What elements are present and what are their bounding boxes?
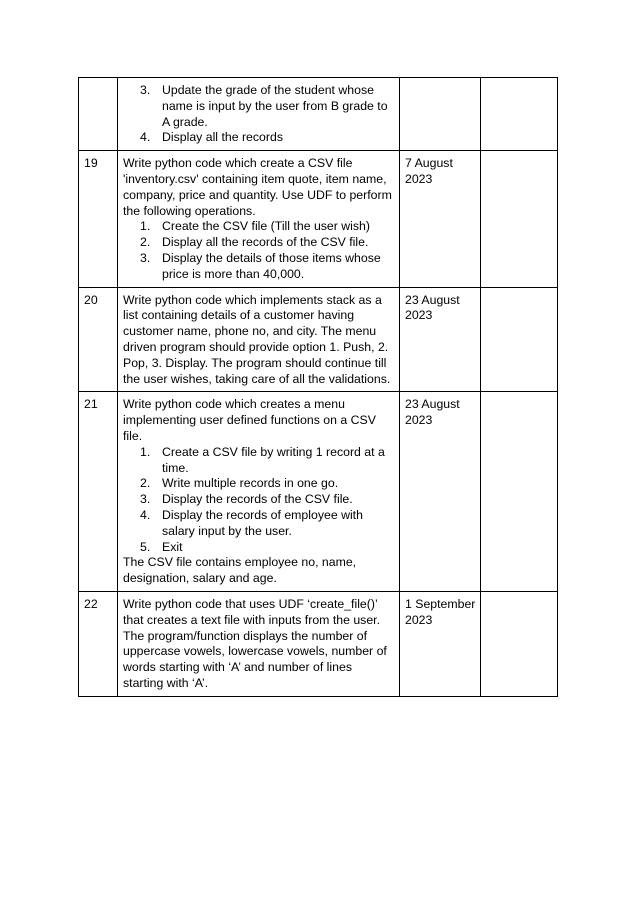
serial-number-cell [79, 78, 118, 151]
list-item-number: 5. [140, 539, 151, 554]
list-item-text: Create a CSV file by writing 1 record at a time. [162, 444, 385, 475]
list-item [123, 235, 395, 251]
list-item-number: 1. [140, 444, 151, 459]
list-item-number: 2. [140, 235, 151, 250]
list-item [123, 492, 395, 508]
date-cell [400, 78, 481, 151]
list-item-text: Display all the records of the CSV file. [162, 235, 369, 250]
task-intro-text: Write python code which create a CSV file 'inventory.csv' containing item quote, item name, company, price and quantity. Use UDF to perform the following operations. [123, 156, 392, 218]
list-item [123, 251, 395, 283]
list-item-number: 4. [140, 507, 151, 522]
list-item [123, 219, 395, 235]
table-row [79, 78, 558, 151]
signature-cell [481, 591, 558, 696]
date-cell: 1 September 2023 [400, 591, 481, 696]
list-item-number: 2. [140, 476, 151, 491]
date-cell: 23 August 2023 [400, 392, 481, 592]
list-item-number: 3. [140, 492, 151, 507]
serial-number-cell: 19 [79, 151, 118, 287]
list-item-text: Exit [162, 539, 183, 554]
list-item-text: Display the records of employee with salary input by the user. [162, 507, 363, 538]
list-item-number: 3. [140, 83, 151, 97]
table-row [79, 287, 558, 392]
practical-list-table [78, 77, 558, 697]
table-row [79, 151, 558, 287]
list-item [123, 83, 395, 130]
signature-cell [481, 151, 558, 287]
date-cell: 7 August 2023 [400, 151, 481, 287]
list-item-number: 3. [140, 250, 151, 265]
list-item-text: Display the details of those items whose price is more than 40,000. [162, 250, 381, 281]
list-item-number: 4. [140, 130, 151, 145]
task-steps-list [123, 219, 395, 282]
serial-number-cell: 20 [79, 287, 118, 392]
task-steps-list [123, 445, 395, 556]
list-item-text: Update the grade of the student whose name is input by the user from B grade to A grade. [162, 83, 388, 129]
task-intro-text: Write python code which creates a menu implementing user defined functions on a CSV file. [123, 397, 376, 443]
signature-cell [481, 287, 558, 392]
task-steps-list [123, 83, 395, 146]
list-item [123, 476, 395, 492]
list-item-text: Write multiple records in one go. [162, 476, 339, 491]
task-description-cell [118, 151, 400, 287]
table-row [79, 591, 558, 696]
table-body [79, 78, 558, 697]
list-item-number: 1. [140, 219, 151, 234]
table-row [79, 392, 558, 592]
task-note-text: The CSV file contains employee no, name, designation, salary and age. [123, 555, 357, 586]
task-description-cell [118, 78, 400, 151]
serial-number-cell: 22 [79, 591, 118, 696]
list-item-text: Display the records of the CSV file. [162, 492, 353, 507]
serial-number-cell: 21 [79, 392, 118, 592]
list-item [123, 508, 395, 540]
signature-cell [481, 78, 558, 151]
task-description-cell [118, 591, 400, 696]
list-item [123, 540, 395, 556]
date-cell: 23 August 2023 [400, 287, 481, 392]
signature-cell [481, 392, 558, 592]
task-intro-text: Write python code which implements stack as a list containing details of a customer having customer name, phone no, and city. The menu driven program should provide option 1. Push, 2. Pop, 3. Display. The program should continue till the user wishes, taking care of all the validations. [123, 292, 391, 386]
list-item-text: Create the CSV file (Till the user wish) [162, 219, 370, 234]
task-description-cell [118, 287, 400, 392]
list-item-text: Display all the records [162, 130, 283, 145]
list-item [123, 445, 395, 477]
list-item [123, 130, 395, 146]
task-description-cell [118, 392, 400, 592]
task-intro-text: Write python code that uses UDF ‘create_file()’ that creates a text file with inputs from the user. The program/function displays the number of uppercase vowels, lowercase vowels, number of words starting with ‘A’ and number of lines starting with ‘A’. [123, 596, 387, 690]
